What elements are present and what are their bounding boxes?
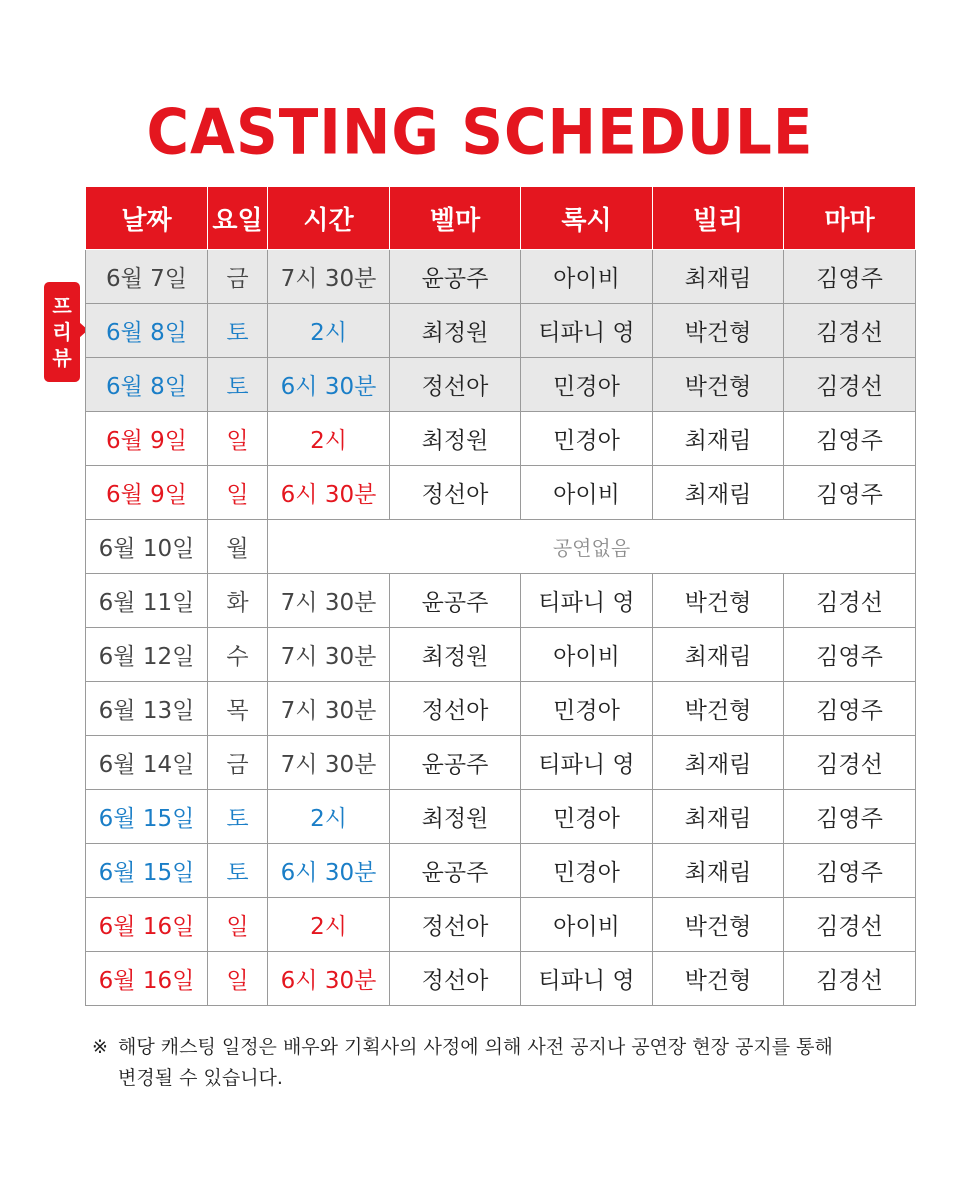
cell-day: 금: [208, 736, 268, 790]
cell-date: 6월 7일: [86, 250, 208, 304]
cell-day: 목: [208, 682, 268, 736]
table-body: [86, 250, 916, 1006]
reference-mark-icon: ※: [92, 1036, 108, 1058]
cell-velma: 정선아: [390, 358, 521, 412]
cell-time: 7시 30분: [268, 250, 390, 304]
cell-date: 6월 8일: [86, 304, 208, 358]
cell-day: 일: [208, 466, 268, 520]
cell-velma: 최정원: [390, 304, 521, 358]
cell-roxie: 아이비: [521, 898, 653, 952]
cell-billy: 박건형: [653, 304, 784, 358]
cell-mama: 김경선: [784, 898, 916, 952]
cell-mama: 김경선: [784, 736, 916, 790]
cell-roxie: 아이비: [521, 466, 653, 520]
table-row: [86, 574, 916, 628]
cell-date: 6월 13일: [86, 682, 208, 736]
cell-day: 일: [208, 952, 268, 1006]
cell-date: 6월 9일: [86, 466, 208, 520]
cell-roxie: 민경아: [521, 682, 653, 736]
cell-time: 6시 30분: [268, 844, 390, 898]
cell-roxie: 민경아: [521, 358, 653, 412]
cell-time: 2시: [268, 412, 390, 466]
header-time: 시간: [268, 187, 390, 250]
cell-mama: 김영주: [784, 250, 916, 304]
cell-velma: 윤공주: [390, 736, 521, 790]
cell-time: 7시 30분: [268, 736, 390, 790]
cell-date: 6월 14일: [86, 736, 208, 790]
cell-mama: 김경선: [784, 358, 916, 412]
cell-velma: 정선아: [390, 898, 521, 952]
cell-roxie: 티파니 영: [521, 304, 653, 358]
cell-billy: 최재림: [653, 412, 784, 466]
cell-date: 6월 16일: [86, 952, 208, 1006]
preview-label-char: 뷰: [52, 346, 72, 370]
table-row: [86, 628, 916, 682]
preview-label-char: 프: [52, 294, 72, 318]
cell-day: 화: [208, 574, 268, 628]
cell-time: 2시: [268, 304, 390, 358]
table-row: [86, 898, 916, 952]
header-velma: 벨마: [390, 187, 521, 250]
cell-roxie: 민경아: [521, 844, 653, 898]
cell-billy: 박건형: [653, 574, 784, 628]
cell-roxie: 아이비: [521, 628, 653, 682]
header-roxie: 록시: [521, 187, 653, 250]
table-row: [86, 682, 916, 736]
cell-day: 토: [208, 304, 268, 358]
cell-mama: 김영주: [784, 790, 916, 844]
cell-velma: 정선아: [390, 466, 521, 520]
cell-billy: 최재림: [653, 250, 784, 304]
preview-label-char: 리: [52, 320, 72, 344]
cell-roxie: 아이비: [521, 250, 653, 304]
cell-time: 2시: [268, 790, 390, 844]
table-row: [86, 520, 916, 574]
cell-mama: 김경선: [784, 952, 916, 1006]
table-row: [86, 250, 916, 304]
cell-velma: 정선아: [390, 952, 521, 1006]
cell-date: 6월 15일: [86, 790, 208, 844]
footnote: [92, 1032, 912, 1094]
cell-velma: 최정원: [390, 628, 521, 682]
cell-date: 6월 15일: [86, 844, 208, 898]
cell-billy: 박건형: [653, 898, 784, 952]
cell-date: 6월 10일: [86, 520, 208, 574]
cell-day: 월: [208, 520, 268, 574]
cell-time: 7시 30분: [268, 628, 390, 682]
page-title: CASTING SCHEDULE: [146, 95, 814, 169]
header-mama: 마마: [784, 187, 916, 250]
cell-date: 6월 8일: [86, 358, 208, 412]
cell-billy: 박건형: [653, 682, 784, 736]
cell-day: 토: [208, 844, 268, 898]
cell-mama: 김영주: [784, 412, 916, 466]
table-row: [86, 358, 916, 412]
cell-mama: 김경선: [784, 574, 916, 628]
table-row: [86, 844, 916, 898]
cell-roxie: 민경아: [521, 790, 653, 844]
cell-velma: 최정원: [390, 412, 521, 466]
cell-day: 일: [208, 412, 268, 466]
cell-roxie: 티파니 영: [521, 736, 653, 790]
cell-roxie: 티파니 영: [521, 952, 653, 1006]
cell-day: 일: [208, 898, 268, 952]
cell-billy: 박건형: [653, 358, 784, 412]
table-row: [86, 412, 916, 466]
cell-mama: 김영주: [784, 628, 916, 682]
cell-mama: 김경선: [784, 304, 916, 358]
cell-billy: 최재림: [653, 466, 784, 520]
cell-mama: 김영주: [784, 466, 916, 520]
casting-schedule-table: [85, 186, 916, 1006]
cell-time: 2시: [268, 898, 390, 952]
cell-velma: 윤공주: [390, 574, 521, 628]
footnote-text-2: 변경될 수 있습니다.: [118, 1067, 283, 1089]
cell-day: 토: [208, 358, 268, 412]
cell-billy: 최재림: [653, 844, 784, 898]
cell-time: 6시 30분: [268, 952, 390, 1006]
cell-day: 수: [208, 628, 268, 682]
cell-time: 7시 30분: [268, 682, 390, 736]
cell-date: 6월 11일: [86, 574, 208, 628]
preview-badge: [44, 282, 80, 382]
cell-billy: 최재림: [653, 736, 784, 790]
cell-velma: 윤공주: [390, 250, 521, 304]
cell-mama: 김영주: [784, 844, 916, 898]
cell-billy: 최재림: [653, 790, 784, 844]
table-row: [86, 736, 916, 790]
cell-no-performance: 공연없음: [268, 520, 916, 574]
table-row: [86, 790, 916, 844]
footnote-line-1: [92, 1032, 912, 1063]
table-row: [86, 466, 916, 520]
cell-velma: 최정원: [390, 790, 521, 844]
cell-date: 6월 12일: [86, 628, 208, 682]
cell-roxie: 티파니 영: [521, 574, 653, 628]
header-billy: 빌리: [653, 187, 784, 250]
cell-date: 6월 9일: [86, 412, 208, 466]
footnote-text-1: 해당 캐스팅 일정은 배우와 기획사의 사정에 의해 사전 공지나 공연장 현장 공지를 통해: [118, 1036, 833, 1058]
cell-billy: 박건형: [653, 952, 784, 1006]
cell-roxie: 민경아: [521, 412, 653, 466]
cell-velma: 정선아: [390, 682, 521, 736]
cell-billy: 최재림: [653, 628, 784, 682]
header-date: 날짜: [86, 187, 208, 250]
header-day: 요일: [208, 187, 268, 250]
table-header-row: [86, 187, 916, 250]
cell-time: 7시 30분: [268, 574, 390, 628]
cell-day: 금: [208, 250, 268, 304]
cell-velma: 윤공주: [390, 844, 521, 898]
table-row: [86, 304, 916, 358]
cell-time: 6시 30분: [268, 358, 390, 412]
cell-day: 토: [208, 790, 268, 844]
cell-date: 6월 16일: [86, 898, 208, 952]
cell-time: 6시 30분: [268, 466, 390, 520]
cell-mama: 김영주: [784, 682, 916, 736]
table-row: [86, 952, 916, 1006]
